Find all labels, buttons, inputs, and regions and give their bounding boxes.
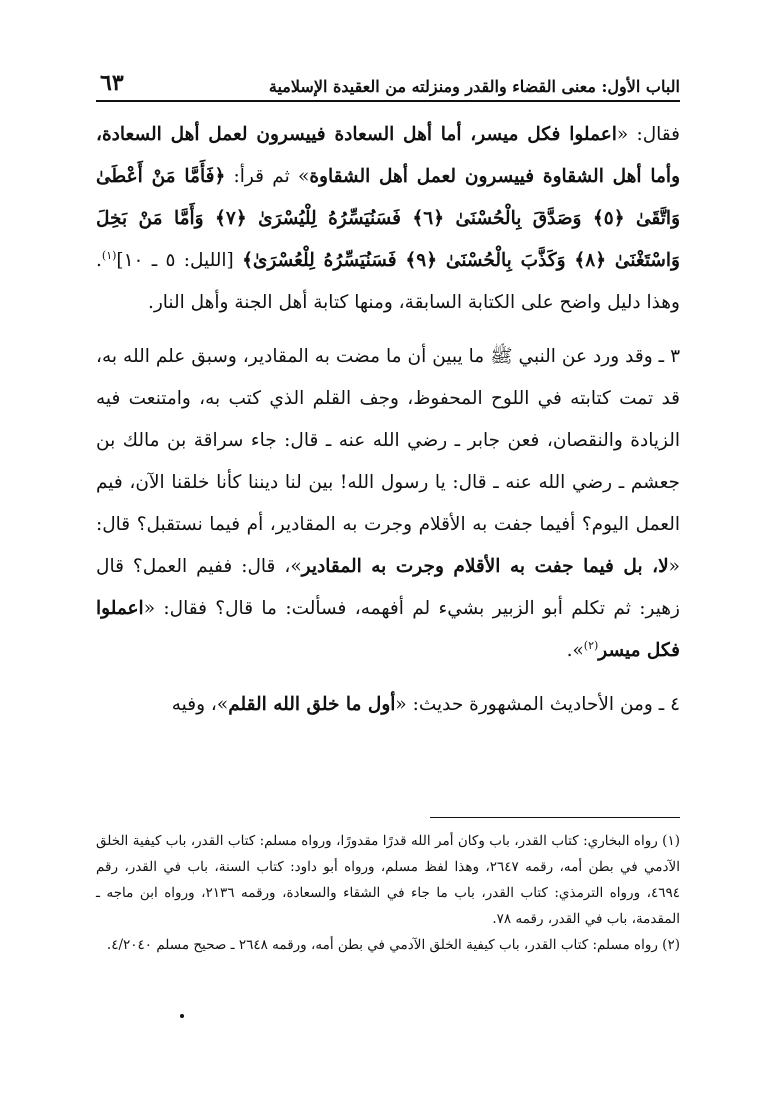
hadith-quote: اعملوا فكل ميسر bbox=[96, 598, 680, 661]
text-run: »، وفيه bbox=[171, 694, 229, 715]
text-run: »، قال: ففيم العمل؟ قال زهير: ثم تكلم أبو الزبير بشيء لم أفهمه، فسألت: ما قال؟ فقال: « bbox=[96, 556, 680, 619]
text-run: . وهذا دليل واضح على الكتابة السابقة، ومنها كتابة أهل الجنة وأهل النار. bbox=[96, 250, 680, 313]
header-rule bbox=[96, 100, 680, 102]
text-run: ٤ ـ ومن الأحاديث المشهورة حديث: « bbox=[395, 694, 680, 715]
footnote-2: (٢) رواه مسلم: كتاب القدر، باب كيفية الخلق الآدمي في بطن أمه، ورقمه ٢٦٤٨ ـ صحيح مسلم ٤/٢٠٤٠. bbox=[106, 937, 680, 953]
paragraph-3 bbox=[96, 684, 680, 726]
footnote-marker-1: (١) bbox=[101, 248, 117, 262]
footnote-marker-2: (٢) bbox=[583, 638, 599, 652]
main-text bbox=[96, 114, 680, 738]
footnote-separator bbox=[430, 817, 680, 818]
text-run: » ثم قرأ: bbox=[225, 166, 310, 187]
footnotes bbox=[96, 828, 680, 958]
text-run: فقال: « bbox=[616, 124, 680, 145]
footnote-1: (١) رواه البخاري: كتاب القدر، باب وكان أمر الله قدرًا مقدورًا، ورواه مسلم: كتاب القدر، باب كيفية الخلق الآدمي في بطن أمه، رقمه ٢٦٤٧، وهذا لفظ مسلم، ورواه أبو داود: كتاب السنة، باب في القدر، رقم ٤٦٩٤، ورواه الترمذي: كتاب القدر، باب ما جاء في الشقاء والسعادة، ورقمه ٢١٣٦، ورواه ابن ماجه ـ المقدمة، باب في القدر، رقمه ٧٨. bbox=[96, 833, 680, 927]
quran-verse: ﴿فَأَمَّا مَنْ أَعْطَىٰ وَاتَّقَىٰ ﴿٥﴾ وَصَدَّقَ بِالْحُسْنَىٰ ﴿٦﴾ فَسَنُيَسِّرُهُ لِلْيُسْرَىٰ ﴿٧﴾ وَأَمَّا مَنْ بَخِلَ وَاسْتَغْنَىٰ ﴿٨﴾ وَكَذَّبَ بِالْحُسْنَىٰ ﴿٩﴾ فَسَنُيَسِّرُهُ لِلْعُسْرَىٰ﴾ bbox=[96, 166, 680, 271]
running-header bbox=[100, 66, 680, 96]
paragraph-2 bbox=[96, 336, 680, 672]
text-run: ». bbox=[566, 640, 584, 661]
text-run: ٣ ـ وقد ورد عن النبي ﷺ ما يبين أن ما مضت به المقادير، وسبق علم الله به، قد تمت كتابته في اللوح المحفوظ، وجف القلم الذي كتب به، وامتنعت فيه الزيادة والنقصان، فعن جابر ـ رضي الله عنه ـ قال: جاء سراقة بن مالك بن جعشم ـ رضي الله عنه ـ قال: يا رسول الله! بين لنا ديننا كأنا خلقنا الآن، فيم العمل اليوم؟ أفيما جفت به الأقلام وجرت به المقادير، أم فيما نستقبل؟ قال: « bbox=[96, 346, 680, 577]
chapter-title: الباب الأول: معنى القضاء والقدر ومنزلته من العقيدة الإسلامية bbox=[268, 77, 680, 96]
paragraph-1 bbox=[96, 114, 680, 324]
verse-reference: [الليل: ٥ ـ ١٠] bbox=[116, 250, 243, 271]
hadith-quote: أول ما خلق الله القلم bbox=[228, 694, 396, 715]
page-number: ٦٣ bbox=[100, 70, 124, 96]
hadith-quote: اعملوا فكل ميسر، أما أهل السعادة فييسرون لعمل أهل السعادة، وأما أهل الشقاوة فييسرون لعمل أهل الشقاوة bbox=[96, 124, 681, 187]
print-dot bbox=[180, 1014, 184, 1018]
hadith-quote: لا، بل فيما جفت به الأقلام وجرت به المقادير bbox=[301, 556, 669, 577]
